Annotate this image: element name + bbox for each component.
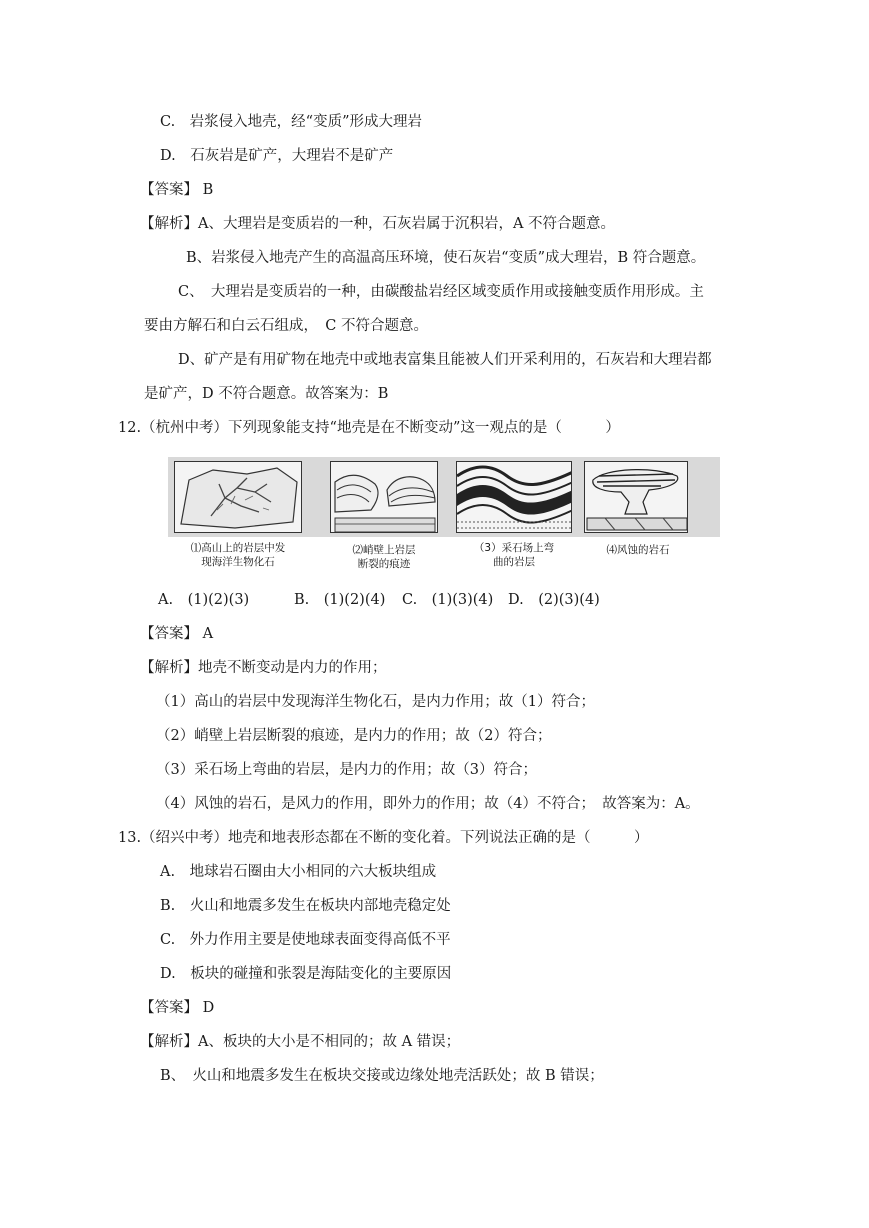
figure-caption-3 <box>456 541 572 569</box>
cliff-fault-illustration <box>331 462 438 533</box>
q13-answer: 【答案】 D <box>140 1000 215 1016</box>
q11-analysis-c-line2: 要由方解石和白云石组成， C 不符合题意。 <box>144 318 428 334</box>
figure-caption-4 <box>586 543 690 557</box>
fossil-mountain-illustration <box>175 462 302 533</box>
figure-panel-folded <box>456 461 572 533</box>
caption-1-line2: 现海洋生物化石 <box>201 556 275 568</box>
q12-figure <box>168 457 720 579</box>
q11-analysis-c-line1: C、 大理岩是变质岩的一种，由碳酸盐岩经区域变质作用或接触变质作用形成。主 <box>178 284 704 300</box>
q13-analysis-a: 【解析】A、板块的大小是不相同的；故 A 错误； <box>140 1034 461 1050</box>
figure-panel-fault <box>330 461 438 533</box>
q13-stem: 13.（绍兴中考）地壳和地表形态都在不断的变化着。下列说法正确的是（ ） <box>118 830 649 846</box>
q11-analysis-b: B、岩浆侵入地壳产生的高温高压环境，使石灰岩“变质”成大理岩，B 符合题意。 <box>186 250 706 266</box>
q13-option-d: D. 板块的碰撞和张裂是海陆变化的主要原因 <box>160 966 452 982</box>
q12-analysis-2: （2）峭壁上岩层断裂的痕迹，是内力的作用；故（2）符合； <box>156 728 552 744</box>
q12-stem: 12.（杭州中考）下列现象能支持“地壳是在不断变动”这一观点的是（ ） <box>118 420 620 436</box>
figure-panel-fossil <box>174 461 302 533</box>
q11-analysis-a: 【解析】A、大理岩是变质岩的一种，石灰岩属于沉积岩，A 不符合题意。 <box>140 216 616 232</box>
caption-4-line1: ⑷风蚀的岩石 <box>606 544 670 556</box>
q12-option-d: D. (2)(3)(4) <box>508 592 600 608</box>
q12-analysis-4: （4）风蚀的岩石，是风力的作用，即外力的作用；故（4）不符合； 故答案为：A。 <box>156 796 700 812</box>
q12-option-c: C. (1)(3)(4) <box>402 592 494 608</box>
q13-option-b: B. 火山和地震多发生在板块内部地壳稳定处 <box>160 898 451 914</box>
q12-option-a: A. (1)(2)(3) <box>158 592 250 608</box>
q12-option-b: B. (1)(2)(4) <box>294 592 386 608</box>
eroded-rock-illustration <box>585 462 688 533</box>
q12-analysis-3: （3）采石场上弯曲的岩层，是内力的作用；故（3）符合； <box>156 762 537 778</box>
caption-3-line1: （3）采石场上弯 <box>473 542 555 554</box>
q11-analysis-d-line2: 是矿产，D 不符合题意。故答案为：B <box>144 386 389 402</box>
q12-answer: 【答案】 A <box>140 626 214 642</box>
q11-analysis-d-line1: D、矿产是有用矿物在地壳中或地表富集且能被人们开采利用的，石灰岩和大理岩都 <box>178 352 712 368</box>
figure-caption-2 <box>326 543 442 571</box>
caption-2-line2: 断裂的痕迹 <box>357 558 411 570</box>
figure-caption-1 <box>168 541 308 569</box>
q11-option-c: C. 岩浆侵入地壳，经“变质”形成大理岩 <box>160 114 423 130</box>
q13-analysis-b: B、 火山和地震多发生在板块交接或边缘处地壳活跃处；故 B 错误； <box>160 1068 604 1084</box>
q12-analysis-1: （1）高山的岩层中发现海洋生物化石，是内力作用；故（1）符合； <box>156 694 595 710</box>
folded-strata-illustration <box>457 462 572 533</box>
q13-option-a: A. 地球岩石圈由大小相同的六大板块组成 <box>160 864 437 880</box>
caption-1-line1: ⑴高山上的岩层中发 <box>190 542 286 554</box>
q11-option-d: D. 石灰岩是矿产，大理岩不是矿产 <box>160 148 394 164</box>
caption-2-line1: ⑵峭壁上岩层 <box>352 544 416 556</box>
q12-analysis: 【解析】地壳不断变动是内力的作用； <box>140 660 387 676</box>
figure-panel-eroded <box>584 461 688 533</box>
q11-answer: 【答案】 B <box>140 182 214 198</box>
caption-3-line2: 曲的岩层 <box>493 556 535 568</box>
q13-option-c: C. 外力作用主要是使地球表面变得高低不平 <box>160 932 451 948</box>
